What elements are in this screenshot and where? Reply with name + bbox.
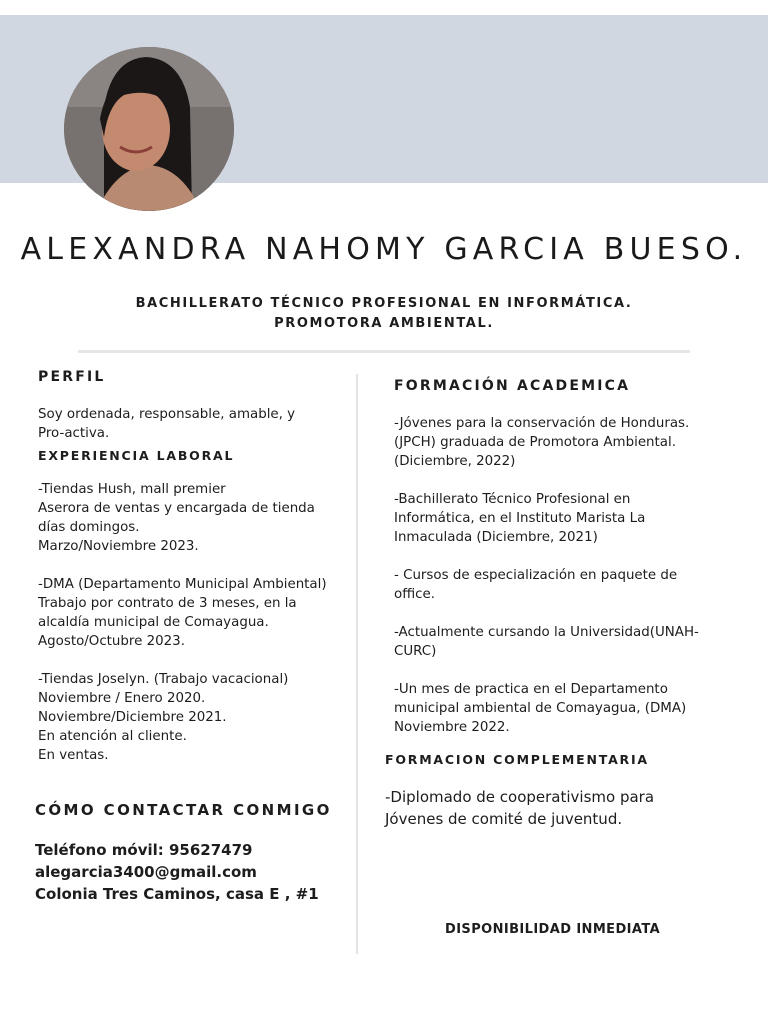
experiencia-line: días domingos. (38, 520, 140, 535)
complementaria-heading: FORMACION COMPLEMENTARIA (385, 752, 649, 767)
formacion-line: -Bachillerato Técnico Profesional en (394, 492, 631, 507)
contacto-heading: CÓMO CONTACTAR CONMIGO (35, 801, 332, 819)
complementaria-line: -Diplomado de cooperativismo para (385, 788, 655, 806)
perfil-text (38, 405, 295, 443)
formacion-heading: FORMACIÓN ACADEMICA (394, 378, 631, 394)
formacion-line: -Jóvenes para la conservación de Honduras. (394, 416, 690, 431)
perfil-heading: PERFIL (38, 369, 106, 385)
experiencia-text (38, 480, 327, 765)
phone-text: Teléfono móvil: 95627479 (35, 841, 253, 859)
profile-photo-illustration (64, 47, 234, 211)
formacion-line (394, 661, 699, 680)
experiencia-line: Noviembre/Diciembre 2021. (38, 710, 227, 725)
subtitle-block (0, 294, 768, 334)
subtitle-line: BACHILLERATO TÉCNICO PROFESIONAL EN INFORMÁTICA. (135, 296, 633, 311)
formacion-line: -Actualmente cursando la Universidad(UNAH- (394, 625, 699, 640)
formacion-line: CURC) (394, 644, 437, 659)
formacion-line: office. (394, 587, 435, 602)
formacion-line: Inmaculada (Diciembre, 2021) (394, 530, 598, 545)
formacion-line: Informática, en el Instituto Marista La (394, 511, 646, 526)
formacion-line (394, 604, 699, 623)
complementaria-text (385, 786, 654, 830)
formacion-line: -Un mes de practica en el Departamento (394, 682, 668, 697)
availability-text: DISPONIBILIDAD INMEDIATA (445, 922, 661, 937)
experiencia-line: Noviembre / Enero 2020. (38, 691, 206, 706)
experiencia-line: -DMA (Departamento Municipal Ambiental) (38, 577, 327, 592)
formacion-text (394, 414, 699, 737)
experiencia-line: alcaldía municipal de Comayagua. (38, 615, 269, 630)
horizontal-divider (78, 350, 690, 353)
experiencia-line (38, 556, 327, 575)
formacion-line (394, 471, 699, 490)
address-text: Colonia Tres Caminos, casa E , #1 (35, 885, 319, 903)
experiencia-line: Aserora de ventas y encargada de tienda (38, 501, 315, 516)
candidate-name: ALEXANDRA NAHOMY GARCIA BUESO. (20, 232, 748, 267)
formacion-line: Noviembre 2022. (394, 720, 510, 735)
experiencia-line (38, 651, 327, 670)
experiencia-line: En atención al cliente. (38, 729, 187, 744)
experiencia-line: -Tiendas Joselyn. (Trabajo vacacional) (38, 672, 289, 687)
experiencia-line: -Tiendas Hush, mall premier (38, 482, 226, 497)
experiencia-line: Trabajo por contrato de 3 meses, en la (38, 596, 297, 611)
vertical-divider (356, 374, 358, 954)
subtitle-line: PROMOTORA AMBIENTAL. (274, 316, 494, 331)
profile-photo (64, 47, 234, 211)
experiencia-line: Marzo/Noviembre 2023. (38, 539, 199, 554)
contact-block (35, 839, 319, 905)
experiencia-line: En ventas. (38, 748, 109, 763)
formacion-line: (Diciembre, 2022) (394, 454, 516, 469)
formacion-line: municipal ambiental de Comayagua, (DMA) (394, 701, 687, 716)
experiencia-heading: EXPERIENCIA LABORAL (38, 448, 235, 463)
email-text: alegarcia3400@gmail.com (35, 863, 257, 881)
formacion-line: - Cursos de especialización en paquete de (394, 568, 678, 583)
perfil-line: Soy ordenada, responsable, amable, y (38, 407, 296, 422)
formacion-line: (JPCH) graduada de Promotora Ambiental. (394, 435, 676, 450)
experiencia-line: Agosto/Octubre 2023. (38, 634, 185, 649)
perfil-line: Pro-activa. (38, 426, 110, 441)
formacion-line (394, 547, 699, 566)
complementaria-line: Jóvenes de comité de juventud. (385, 810, 623, 828)
